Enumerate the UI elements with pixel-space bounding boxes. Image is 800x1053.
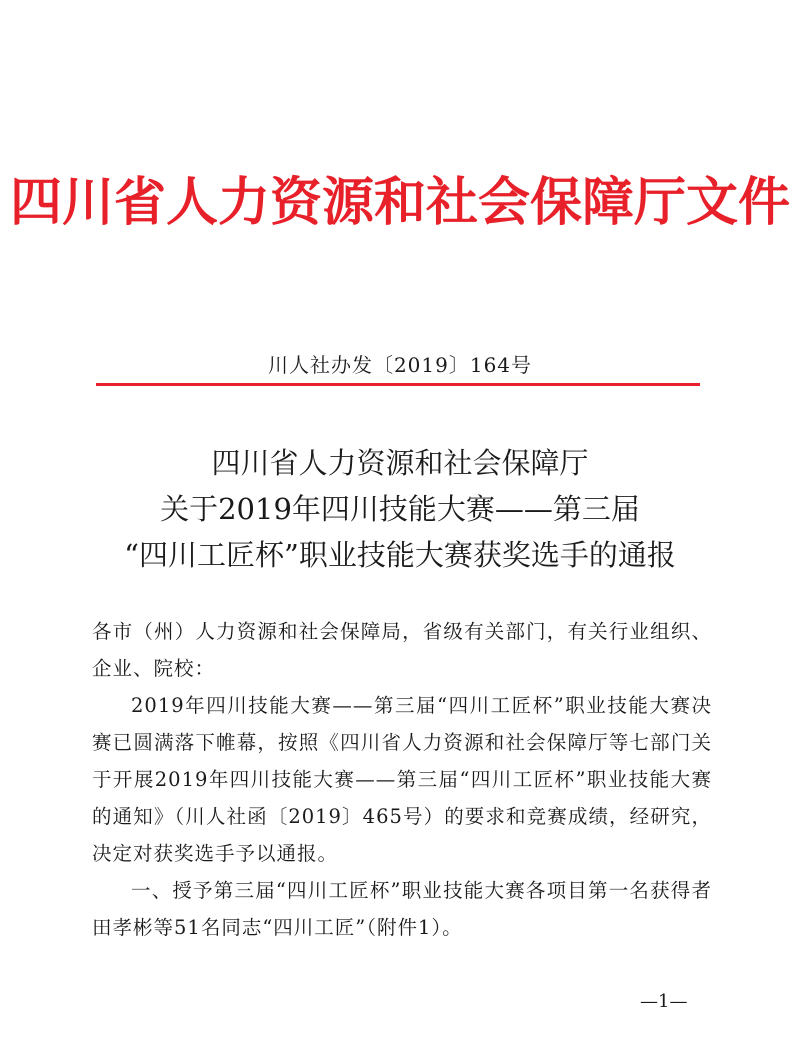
red-divider-line: [96, 383, 700, 386]
masthead-title: 四川省人力资源和社会保障厅文件: [9, 173, 790, 233]
document-number: 川人社办发〔2019〕164号: [267, 353, 533, 377]
notice-title-line-2: 关于2019年四川技能大赛——第三届: [160, 492, 640, 526]
notice-title-line-1: 四川省人力资源和社会保障厅: [211, 446, 589, 480]
notice-title-line-3: “四川工匠杯”职业技能大赛获奖选手的通报: [124, 538, 676, 572]
body-paragraph-1: 2019年四川技能大赛——第三届“四川工匠杯”职业技能大赛决赛已圆满落下帷幕，按照《四川省人力资源和社会保障厅等七部门关于开展2019年四川技能大赛——第三届“四川工匠杯”职业技能大赛的通知》（川人社函〔2019〕465号）的要求和竞赛成绩，经研究，决定对获奖选手予以通报。: [92, 694, 712, 865]
notice-body: [92, 613, 712, 946]
body-paragraph-2: 一、授予第三届“四川工匠杯”职业技能大赛各项目第一名获得者田孝彬等51名同志“四川工匠”（附件1）。: [92, 879, 712, 939]
page-number: —1—: [640, 991, 688, 1012]
addressee: 各市（州）人力资源和社会保障局，省级有关部门，有关行业组织、企业、院校：: [92, 620, 712, 680]
notice-title: [0, 440, 800, 578]
